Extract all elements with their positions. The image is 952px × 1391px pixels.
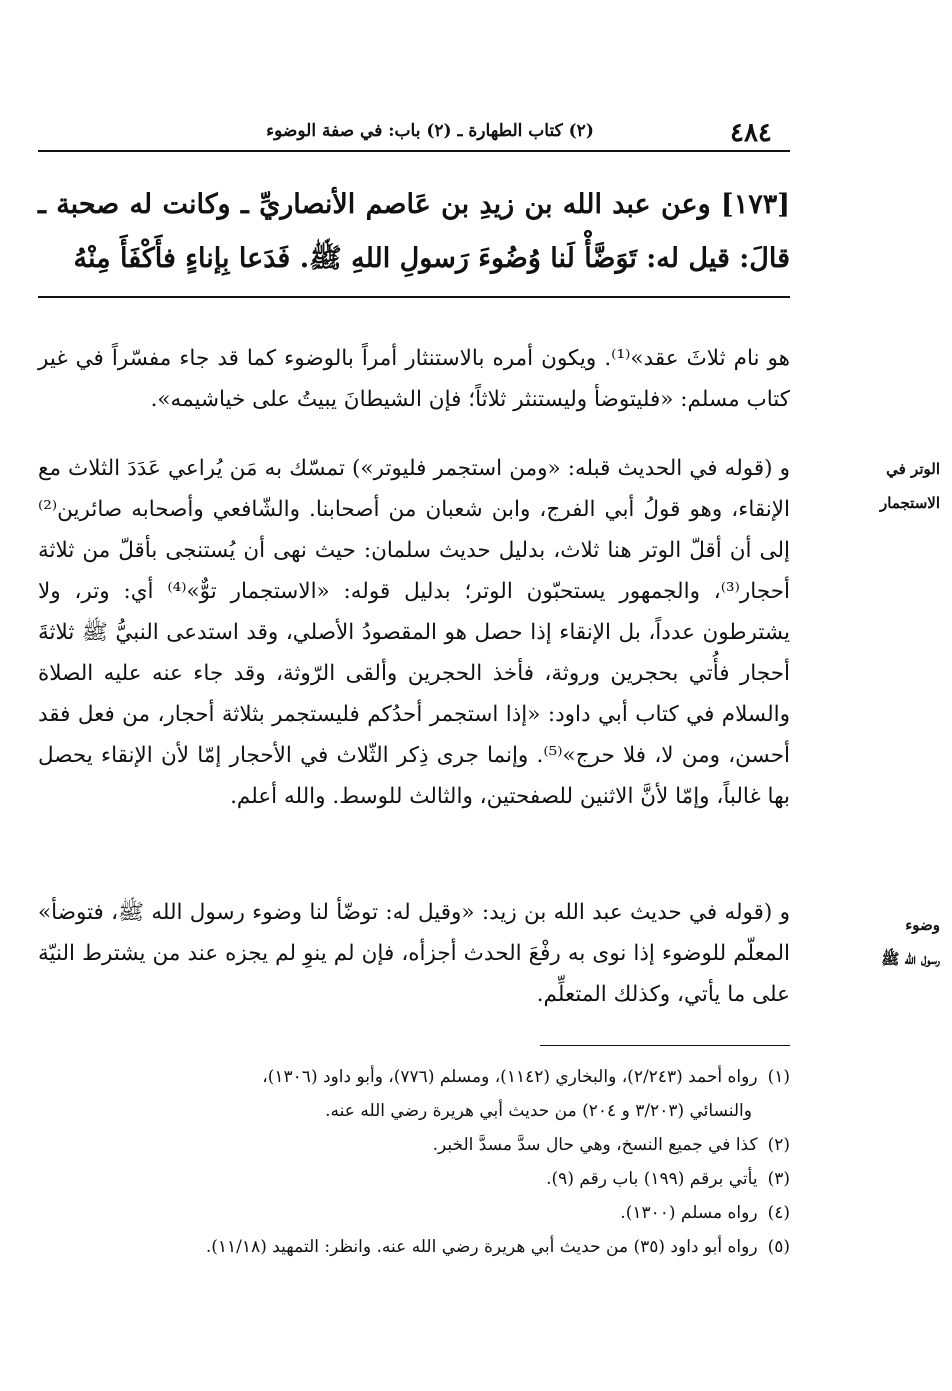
footnote-text: كذا في جميع النسخ، وهي حال سدَّ مسدَّ الخبر. (432, 1135, 758, 1155)
footnote-number: (١) (767, 1067, 790, 1087)
footnote-text: والنسائي (٣/٢٠٣ و ٢٠٤) من حديث أبي هريرة رضي الله عنه. (325, 1101, 752, 1121)
footnote-text: رواه أحمد (٢/٢٤٣)، والبخاري (١١٤٢)، ومسلم (٧٧٦)، وأبو داود (١٣٠٦)، (262, 1067, 758, 1087)
running-head: (٢) كتاب الطهارة ـ (٢) باب: في صفة الوضوء (266, 121, 594, 141)
side-note-line: الاستجمار (880, 494, 940, 512)
footnote-1 (38, 1060, 790, 1094)
page-number: ٤٨٤ (730, 118, 772, 148)
footnote-4 (38, 1196, 790, 1230)
header-rule (38, 150, 790, 152)
side-note-wudu (840, 908, 940, 976)
hadith-separator-rule (38, 296, 790, 298)
footnote-3 (38, 1162, 790, 1196)
side-note-witr (840, 452, 940, 520)
footnote-text: رواه أبو داود (٣٥) من حديث أبي هريرة رضي الله عنه. وانظر: التمهيد (١١/١٨). (205, 1237, 758, 1257)
side-note-line: الوتر في (886, 460, 940, 478)
commentary-paragraph-2: و (قوله في الحديث قبله: «ومن استجمر فليوتر») تمسّك به مَن يُراعي عَدَدَ الثلاث مع الإنقاء، وهو قولُ أبي الفرج، وابن شعبان من أصحابنا. والشّافعي وأصحابه صائرين⁽²⁾ إلى أن أقلّ الوتر هنا ثلاث، بدليل حديث سلمان: حيث نهى أن يُستنجى بأقلّ من ثلاثة أحجار⁽³⁾، والجمهور يستحبّون الوتر؛ بدليل قوله: «الاستجمار توٌّ»⁽⁴⁾ أي: وتر، ولا يشترطون عدداً، بل الإنقاء إذا حصل هو المقصودُ الأصلي، وقد استدعى النبيُّ ﷺ ثلاثةَ أحجار فأُتي بحجرين وروثة، فأخذ الحجرين وألقى الرّوثة، وقد جاء عنه عليه الصلاة والسلام في كتاب أبي داود: «إذا استجمر أحدُكم فليستجمر بثلاثة أحجار، من فعل فقد أحسن، ومن لا، فلا حرج»⁽⁵⁾. وإنما جرى ذِكر الثّلاث في الأحجار إمّا لأن الإنقاء يحصل بها غالباً، وإمّا لأنَّ الاثنين للصفحتين، والثالث للوسط. والله أعلم. (38, 456, 790, 809)
footnote-rule (540, 1045, 790, 1046)
side-note-line: وضوء (905, 916, 940, 934)
footnotes (38, 1060, 790, 1264)
footnote-number: (٣) (767, 1169, 790, 1189)
footnote-1-continued (38, 1094, 752, 1128)
footnote-number: (٢) (767, 1135, 790, 1155)
commentary-paragraph-1: هو نام ثلاثَ عقد»⁽¹⁾. ويكون أمره بالاستنثار أمراً بالوضوء كما قد جاء مفسّراً في غير كتاب مسلم: «فليتوضأ وليستنثر ثلاثاً؛ فإن الشيطانَ يبيتُ على خياشيمه». (38, 346, 790, 412)
footnote-text: رواه مسلم (١٣٠٠). (620, 1203, 758, 1223)
footnote-number: (٥) (767, 1237, 790, 1257)
footnote-text: يأتي برقم (١٩٩) باب رقم (٩). (546, 1169, 758, 1189)
hadith-text: [١٧٣] وعن عبد الله بن زيدِ بن عَاصم الأنصاريِّ ـ وكانت له صحبة ـ قالَ: قيل له: تَوَضَّأْ لَنا وُضُوءَ رَسولِ اللهِ ﷺ. فَدَعا بِإناءٍ فأَكْفَأَ مِنْهُ (38, 189, 790, 274)
commentary-paragraph-3: و (قوله في حديث عبد الله بن زيد: «وقيل له: توضّأ لنا وضوء رسول الله ﷺ، فتوضأ» المعلّم للوضوء إذا نوى به رفْعَ الحدث أجزأه، فإن لم ينوِ لم يجزه عند من يشترط النيّة على ما يأتي، وكذلك المتعلِّم. (38, 900, 790, 1007)
footnote-2 (38, 1128, 790, 1162)
footnote-number: (٤) (767, 1203, 790, 1223)
side-note-line: رسول الله ﷺ (881, 950, 940, 968)
footnote-5 (38, 1230, 790, 1264)
